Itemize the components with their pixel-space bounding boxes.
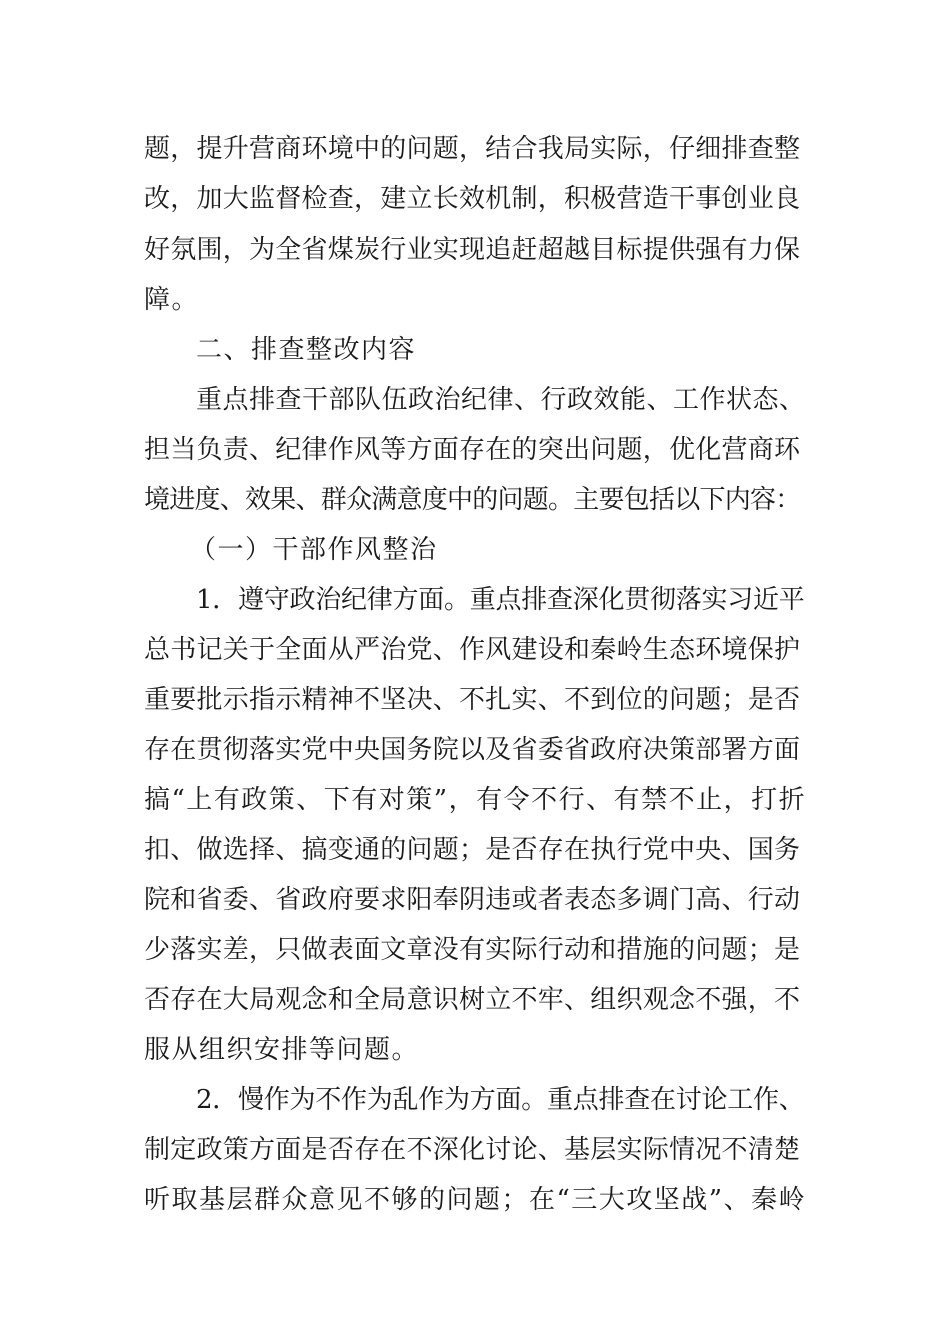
- paragraph-start: 1．遵守政治纪律方面。重点排查深化贯彻落实习近平: [196, 585, 805, 615]
- body-text-line: 总书记关于全面从严治党、作风建设和秦岭生态环境保护: [144, 635, 801, 665]
- paragraph-start: 重点排查干部队伍政治纪律、行政效能、工作状态、: [196, 385, 806, 415]
- body-text-line: 扣、做选择、搞变通的问题；是否存在执行党中央、国务: [144, 835, 801, 865]
- body-text-line: 制定政策方面是否存在不深化讨论、基层实际情况不清楚: [144, 1135, 801, 1165]
- section-heading: 二、排查整改内容: [196, 335, 417, 365]
- body-text-line: 搞“上有政策、下有对策”，有令不行、有禁不止，打折: [144, 785, 807, 815]
- body-text-line: 存在贯彻落实党中央国务院以及省委省政府决策部署方面: [144, 735, 801, 765]
- body-text-line: 重要批示指示精神不坚决、不扎实、不到位的问题；是否: [144, 685, 801, 715]
- body-text-line: 否存在大局观念和全局意识树立不牢、组织观念不强，不: [144, 985, 801, 1015]
- subsection-heading: （一）干部作风整治: [190, 535, 438, 565]
- body-text-line: 担当负责、纪律作风等方面存在的突出问题，优化营商环: [144, 435, 801, 465]
- body-text-line: 服从组织安排等问题。: [144, 1035, 420, 1065]
- body-text-line: 少落实差，只做表面文章没有实际行动和措施的问题；是: [144, 935, 801, 965]
- body-text-line: 听取基层群众意见不够的问题；在“三大攻坚战”、秦岭: [144, 1185, 807, 1215]
- body-text-line: 境进度、效果、群众满意度中的问题。主要包括以下内容：: [144, 485, 801, 515]
- body-text-line: 改，加大监督检查，建立长效机制，积极营造干事创业良: [144, 184, 801, 214]
- paragraph-start: 2．慢作为不作为乱作为方面。重点排查在讨论工作、: [196, 1085, 805, 1115]
- body-text-line: 障。: [144, 285, 200, 315]
- body-text-line: 题，提升营商环境中的问题，结合我局实际，仔细排查整: [144, 134, 801, 164]
- body-text-line: 院和省委、省政府要求阳奉阴违或者表态多调门高、行动: [144, 885, 801, 915]
- body-text-line: 好氛围，为全省煤炭行业实现追赶超越目标提供强有力保: [144, 235, 801, 265]
